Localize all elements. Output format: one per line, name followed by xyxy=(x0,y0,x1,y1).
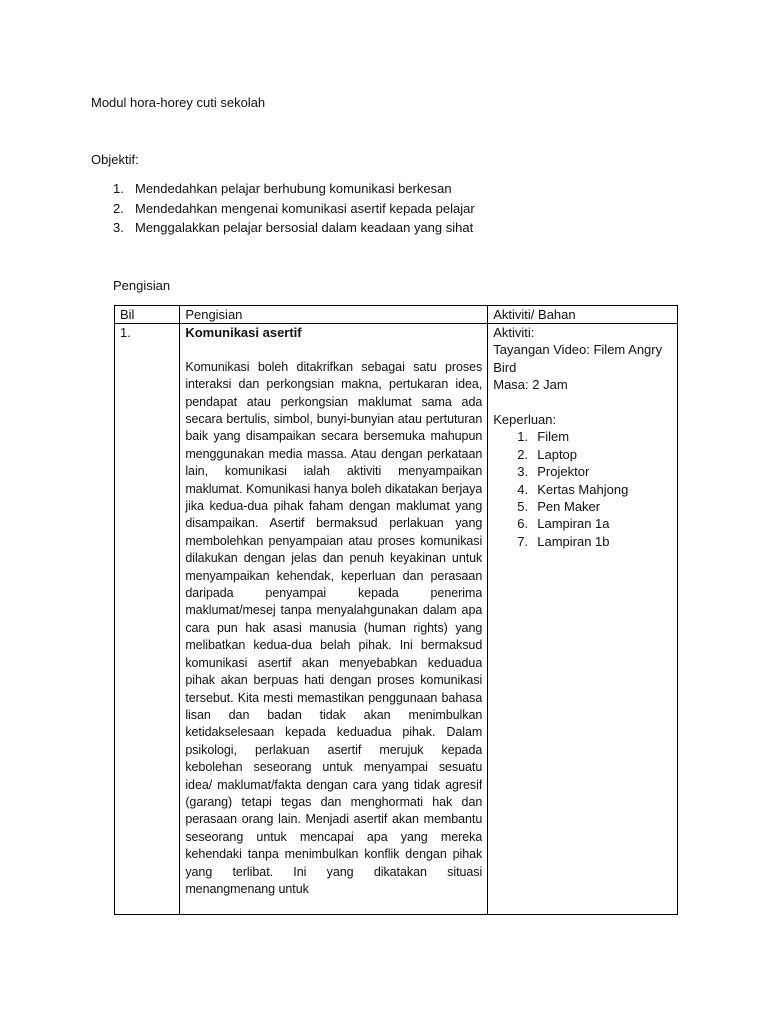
objective-number: 1. xyxy=(113,181,124,196)
item-text: Laptop xyxy=(537,446,578,462)
item-text: Pen Maker xyxy=(537,498,601,514)
list-item xyxy=(517,498,672,515)
header-pengisian: Pengisian xyxy=(180,306,488,324)
cell-bil xyxy=(115,324,180,915)
objective-list xyxy=(113,180,475,239)
item-text: Kertas Mahjong xyxy=(537,481,629,497)
list-item xyxy=(517,428,672,445)
header-bil: Bil xyxy=(115,306,180,324)
objective-number: 2. xyxy=(113,200,124,216)
item-number: 5. xyxy=(517,498,529,514)
objective-number: 3. xyxy=(113,220,124,235)
header-aktiviti: Aktiviti/ Bahan xyxy=(488,306,678,324)
objective-item xyxy=(113,219,475,239)
document-title: Modul hora-horey cuti sekolah xyxy=(91,95,266,110)
table-row xyxy=(115,324,678,915)
keperluan-label: Keperluan: xyxy=(493,412,557,428)
section-label-pengisian: Pengisian xyxy=(113,278,171,293)
item-number: 1. xyxy=(517,429,529,445)
objective-heading: Objektif: xyxy=(91,152,139,167)
cell-pengisian xyxy=(180,324,488,915)
list-item xyxy=(517,533,672,550)
masa-duration: Masa: 2 Jam xyxy=(493,377,568,393)
item-number: 3. xyxy=(517,464,529,480)
objective-text: Mendedahkan mengenai komunikasi asertif kepada pelajar xyxy=(135,200,475,216)
topic-heading: Komunikasi asertif xyxy=(185,325,302,340)
row-number: 1. xyxy=(120,325,131,340)
list-item xyxy=(517,463,672,480)
table-header-row xyxy=(115,306,678,324)
item-number: 6. xyxy=(517,516,529,532)
item-number: 7. xyxy=(517,533,529,549)
list-item xyxy=(517,446,672,463)
cell-aktiviti xyxy=(488,324,678,915)
aktiviti-description: Tayangan Video: Filem Angry Bird xyxy=(493,342,663,375)
item-text: Filem xyxy=(537,429,570,445)
objective-text: Mendedahkan pelajar berhubung komunikasi berkesan xyxy=(135,181,452,196)
module-table xyxy=(114,305,678,915)
item-text: Lampiran 1a xyxy=(537,516,610,532)
item-text: Projektor xyxy=(537,464,590,480)
list-item xyxy=(517,515,672,532)
item-number: 4. xyxy=(517,481,529,497)
topic-paragraph: Komunikasi boleh ditakrifkan sebagai satu proses interaksi dan perkongsian makna, pertukaran idea, pendapat atau perkongsian maklumat sama ada secara bertulis, simbol, bunyi-bunyian atau pertuturan baik yang disampaikan secara bersemuka mahupun menggunakan media massa. Atau dengan perkataan lain, komunikasi ialah aktiviti menyampaikan maklumat. Komunikasi hanya boleh dikatakan berjaya jika kedua-dua pihak faham dengan maklumat yang disampaikan. Asertif bermaksud perlakuan yang membolehkan penyampaian atau proses komunikasi dilakukan dengan jelas dan penuh keyakinan untuk menyampaikan kehendak, keperluan dan perasaan daripada penyampai kepada penerima maklumat/mesej tanpa menyalahgunakan dalam apa cara pun hak asasi manusia (human rights) yang melibatkan kedua-dua belah pihak. Ini bermaksud komunikasi asertif akan menyebabkan keduadua pihak akan berpuas hati dengan proses komunikasi tersebut. Kita mesti memastikan penggunaan bahasa lisan dan badan tidak akan menimbulkan ketidakselesaan kepada keduadua pihak. Dalam psikologi, perlakuan asertif merujuk kepada kebolehan seseorang untuk menyampai sesuatu idea/ maklumat/fakta dengan cara yang tidak agresif (garang) tetapi tegas dan menghormati hak dan perasaan orang lain. Menjadi asertif akan membantu seseorang untuk mencapai apa yang mereka kehendaki tanpa menimbulkan konflik dengan pihak yang terlibat. Ini yang dikatakan situasi menangmenang untuk xyxy=(185,359,483,896)
objective-item xyxy=(113,200,475,220)
item-number: 2. xyxy=(517,446,529,462)
keperluan-list xyxy=(493,428,672,550)
list-item xyxy=(517,481,672,498)
objective-text: Menggalakkan pelajar bersosial dalam keadaan yang sihat xyxy=(135,220,474,235)
item-text: Lampiran 1b xyxy=(537,533,610,549)
objective-item xyxy=(113,180,475,200)
aktiviti-label: Aktiviti: xyxy=(493,325,535,340)
